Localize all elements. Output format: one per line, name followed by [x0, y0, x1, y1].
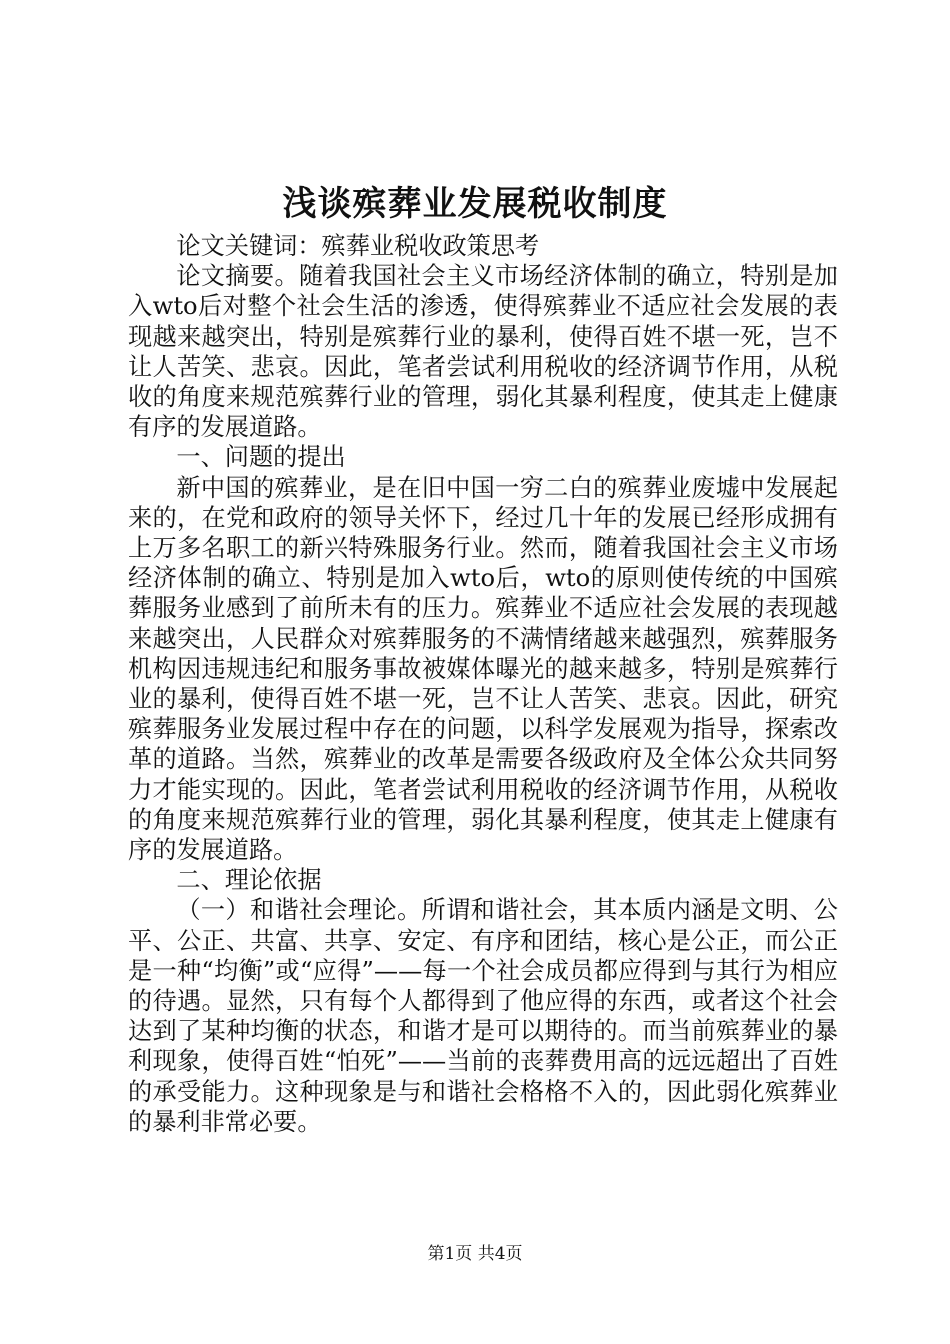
abstract-paragraph: 论文摘要。随着我国社会主义市场经济体制的确立，特别是加入wto后对整个社会生活的渗透，使得殡葬业不适应社会发展的表现越来越突出，特别是殡葬行业的暴利，使得百姓不堪一死，岂不让人苦笑、悲哀。因此，笔者尝试利用税收的经济调节作用，从税收的角度来规范殡葬行业的管理，弱化其暴利程度，使其走上健康有序的发展道路。 — [128, 262, 838, 442]
page-footer: 第1页 共4页 — [427, 1244, 523, 1264]
document-body — [128, 231, 838, 1137]
body-paragraph: （一）和谐社会理论。所谓和谐社会，其本质内涵是文明、公平、公正、共富、共享、安定、有序和团结，核心是公正，而公正是一种“均衡”或“应得”——每一个社会成员都应得到与其行为相应的待遇。显然，只有每个人都得到了他应得的东西，或者这个社会达到了某种均衡的状态，和谐才是可以期待的。而当前殡葬业的暴利现象，使得百姓“怕死”——当前的丧葬费用高的远远超出了百姓的承受能力。这种现象是与和谐社会格格不入的，因此弱化殡葬业的暴利非常必要。 — [128, 896, 838, 1136]
section-heading-2: 二、理论依据 — [176, 866, 322, 895]
document-title: 浅谈殡葬业发展税收制度 — [282, 184, 668, 224]
section-heading-1: 一、问题的提出 — [176, 443, 346, 472]
keywords-paragraph: 论文关键词：殡葬业税收政策思考 — [176, 232, 540, 260]
body-paragraph: 新中国的殡葬业，是在旧中国一穷二白的殡葬业废墟中发展起来的，在党和政府的领导关怀下，经过几十年的发展已经形成拥有上万多名职工的新兴特殊服务行业。然而，随着我国社会主义市场经济体制的确立、特别是加入wto后，wto的原则使传统的中国殡葬服务业感到了前所未有的压力。殡葬业不适应社会发展的表现越来越突出，人民群众对殡葬服务的不满情绪越来越强烈，殡葬服务机构因违规违纪和服务事故被媒体曝光的越来越多，特别是殡葬行业的暴利，使得百姓不堪一死，岂不让人苦笑、悲哀。因此，研究殡葬服务业发展过程中存在的问题，以科学发展观为指导，探索改革的道路。当然，殡葬业的改革是需要各级政府及全体公众共同努力才能实现的。因此，笔者尝试利用税收的经济调节作用，从税收的角度来规范殡葬行业的管理，弱化其暴利程度，使其走上健康有序的发展道路。 — [128, 473, 838, 865]
